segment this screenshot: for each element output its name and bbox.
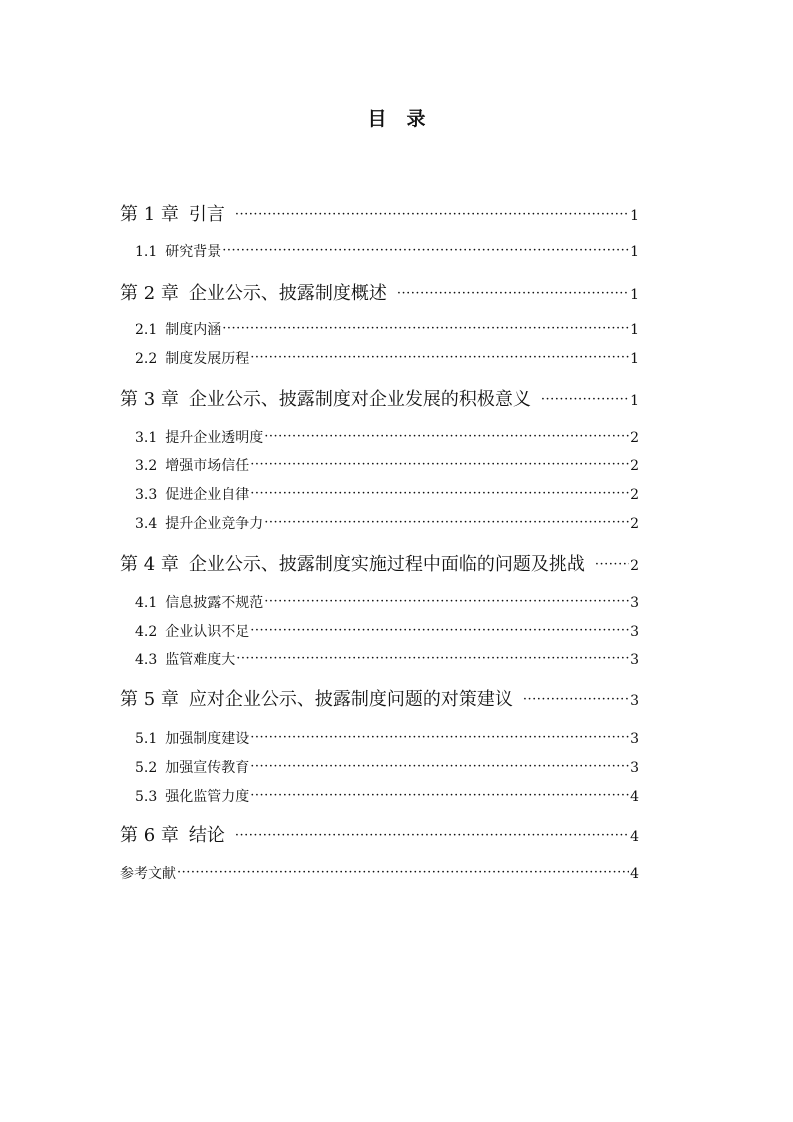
toc-entry-page: 1 (630, 208, 639, 224)
toc-entry-number: 3.3 (135, 487, 158, 503)
toc-entry-title: 企业公示、披露制度概述 (188, 283, 387, 304)
toc-entry-number: 第 3 章 (120, 389, 179, 410)
dot-leader (177, 864, 629, 878)
dot-leader (264, 514, 629, 528)
toc-entry-page: 4 (630, 829, 639, 845)
toc-section-entry[interactable] (135, 649, 639, 669)
toc-entry-title: 加强宣传教育 (165, 760, 250, 776)
toc-entry-title: 制度内涵 (165, 322, 222, 338)
dot-leader (264, 428, 629, 442)
toc-section-entry[interactable] (135, 592, 639, 612)
toc-entry-number: 5.3 (135, 789, 158, 805)
dot-leader (222, 320, 629, 334)
toc-entry-title: 监管难度大 (165, 652, 236, 668)
toc-entry-page: 4 (630, 866, 639, 882)
toc-entry-title: 应对企业公示、披露制度问题的对策建议 (188, 689, 513, 710)
toc-entry-title: 提升企业透明度 (165, 430, 264, 446)
dot-leader (236, 650, 629, 664)
toc-entry-title: 加强制度建设 (165, 731, 250, 747)
toc-chapter-entry[interactable] (120, 685, 639, 711)
toc-entry-title: 研究背景 (165, 244, 222, 260)
dot-leader (397, 281, 629, 299)
toc-entry-number: 4.1 (135, 595, 158, 611)
toc-entry-page: 2 (630, 558, 639, 574)
dot-leader (235, 202, 629, 220)
dot-leader (264, 593, 629, 607)
toc-entry-page: 1 (630, 322, 639, 338)
toc-section-entry[interactable] (135, 241, 639, 261)
toc-entry-number: 4.3 (135, 652, 158, 668)
dot-leader (250, 758, 629, 772)
toc-entry-page: 3 (630, 693, 639, 709)
toc-entry-page: 2 (630, 458, 639, 474)
dot-leader (222, 242, 629, 256)
toc-entry-title: 促进企业自律 (165, 487, 250, 503)
toc-section-entry[interactable] (135, 427, 639, 447)
dot-leader (250, 787, 629, 801)
toc-entry-page: 1 (630, 393, 639, 409)
toc-entry-number: 第 5 章 (120, 689, 179, 710)
dot-leader (250, 485, 629, 499)
toc-chapter-entry[interactable] (120, 279, 639, 305)
toc-chapter-entry[interactable] (120, 821, 639, 847)
toc-entry-number: 3.2 (135, 458, 158, 474)
toc-entry-title: 制度发展历程 (165, 351, 250, 367)
dot-leader (595, 552, 629, 570)
toc-section-entry[interactable] (135, 455, 639, 475)
toc-chapter-entry[interactable] (120, 550, 639, 576)
toc-entry-page: 1 (630, 287, 639, 303)
toc-entry-number: 1.1 (135, 244, 158, 260)
toc-title-char-2: 录 (406, 108, 426, 130)
toc-entry-page: 3 (630, 624, 639, 640)
toc-title (0, 104, 793, 131)
dot-leader (235, 823, 629, 841)
toc-entry-page: 3 (630, 595, 639, 611)
toc-entry-number: 第 6 章 (120, 825, 179, 846)
toc-entry-number: 第 1 章 (120, 204, 179, 225)
toc-section-entry[interactable] (135, 728, 639, 748)
toc-entry-page: 3 (630, 760, 639, 776)
toc-entry-title: 企业公示、披露制度实施过程中面临的问题及挑战 (188, 554, 585, 575)
toc-section-entry[interactable] (135, 348, 639, 368)
toc-entry-title: 企业公示、披露制度对企业发展的积极意义 (188, 389, 531, 410)
toc-chapter-entry[interactable] (120, 385, 639, 411)
toc-section-entry[interactable] (135, 484, 639, 504)
dot-leader (523, 687, 629, 705)
toc-entry-title: 参考文献 (120, 866, 176, 882)
toc-entry-page: 1 (630, 351, 639, 367)
toc-section-entry[interactable] (135, 319, 639, 339)
toc-entry-page: 2 (630, 487, 639, 503)
toc-entry-page: 3 (630, 652, 639, 668)
toc-section-entry[interactable] (135, 786, 639, 806)
toc-chapter-entry[interactable] (120, 200, 639, 226)
dot-leader (250, 349, 629, 363)
toc-entry-number: 2.2 (135, 351, 158, 367)
toc-title-char-1: 目 (367, 108, 387, 130)
toc-entry-page: 1 (630, 244, 639, 260)
toc-entry-page: 3 (630, 731, 639, 747)
toc-entry-title: 提升企业竞争力 (165, 516, 264, 532)
toc-entry-page: 2 (630, 516, 639, 532)
toc-entry-page: 2 (630, 430, 639, 446)
toc-entry-title: 结论 (188, 825, 225, 846)
toc-entry-title: 引言 (188, 204, 225, 225)
toc-entry-number: 3.4 (135, 516, 158, 532)
toc-entry-number: 4.2 (135, 624, 158, 640)
dot-leader (250, 622, 629, 636)
toc-entry-title: 信息披露不规范 (165, 595, 264, 611)
toc-entry-number: 第 4 章 (120, 554, 179, 575)
toc-references-entry[interactable] (120, 863, 639, 883)
dot-leader (250, 729, 629, 743)
toc-entry-number: 2.1 (135, 322, 158, 338)
toc-entry-number: 5.2 (135, 760, 158, 776)
toc-entry-title: 企业认识不足 (165, 624, 250, 640)
toc-entry-number: 3.1 (135, 430, 158, 446)
toc-entry-number: 5.1 (135, 731, 158, 747)
dot-leader (250, 456, 629, 470)
toc-section-entry[interactable] (135, 757, 639, 777)
toc-section-entry[interactable] (135, 513, 639, 533)
toc-entry-page: 4 (630, 789, 639, 805)
toc-entry-title: 增强市场信任 (165, 458, 250, 474)
toc-entry-title: 强化监管力度 (165, 789, 250, 805)
toc-section-entry[interactable] (135, 621, 639, 641)
dot-leader (541, 387, 629, 405)
toc-entry-number: 第 2 章 (120, 283, 179, 304)
